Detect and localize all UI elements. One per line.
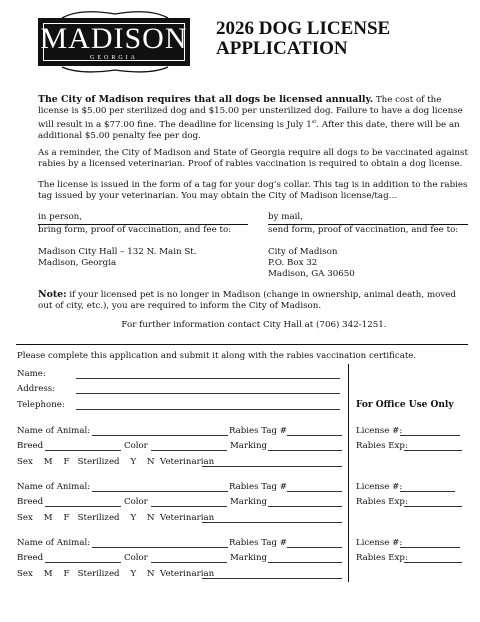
office-rabies-exp-label: Rabies Exp: [356,497,408,507]
veterinarian-field[interactable] [202,578,342,579]
intro-sup: st [311,119,317,125]
contact-line: For further information contact City Hall at (706) 342-1251. [121,320,387,330]
veterinarian-field[interactable] [202,522,342,523]
color-label: Color [124,497,148,507]
color-label: Color [124,441,148,451]
by-mail-sub: send form, proof of vaccination, and fee to: [268,225,459,235]
color-field[interactable] [151,562,227,563]
sex-sterilized-row: Sex M F Sterilized Y N Veterinarian [17,513,215,523]
office-license-label: License #: [356,426,403,436]
form-instruction: Please complete this application and submit it along with the rabies vaccination certificate. [17,351,417,361]
in-person-address-line: Madison City Hall – 132 N. Main St. [38,247,197,257]
logo-word: MADISON [40,22,188,55]
office-rabies-exp-field[interactable] [404,562,462,563]
marking-label: Marking [230,553,268,563]
note-paragraph [38,289,468,312]
rabies-tag-label: Rabies Tag # [229,538,287,548]
office-license-label: License #: [356,482,403,492]
marking-field[interactable] [268,562,342,563]
marking-label: Marking [230,497,268,507]
rabies-tag-field[interactable] [287,435,342,436]
rabies-tag-label: Rabies Tag # [229,482,287,492]
color-label: Color [124,553,148,563]
animal-name-field[interactable] [92,435,228,436]
logo-swirl-top-icon [60,8,170,20]
office-rabies-exp-field[interactable] [404,506,462,507]
by-mail-address-line: Madison, GA 30650 [268,269,355,279]
animal-name-label: Name of Animal: [17,538,91,548]
title-line-1: 2026 DOG LICENSE [216,18,391,39]
sex-sterilized-row: Sex M F Sterilized Y N Veterinarian [17,569,215,579]
telephone-label: Telephone: [17,400,65,410]
by-mail-address [268,247,355,280]
animal-name-field[interactable] [92,547,228,548]
reminder-paragraph: As a reminder, the City of Madison and State of Georgia require all dogs to be vaccinated against rabies by a licensed veterinarian. Proof of rabies vaccination is required to obtain a dog license. [38,148,468,169]
section-divider [16,344,468,345]
rabies-tag-label: Rabies Tag # [229,426,287,436]
title-line-2: APPLICATION [216,38,348,59]
veterinarian-field[interactable] [202,466,342,467]
name-field[interactable] [76,378,340,379]
intro-text-1: The cost of the license is $5.00 per sterilized dog and $15.00 per unsterilized dog. Failure to have a dog license will result in a $77.00 fine. The deadline for licensing is July 1 [38,95,463,130]
sex-sterilized-row: Sex M F Sterilized Y N Veterinarian [17,457,215,467]
office-license-label: License #: [356,538,403,548]
in-person-sub: bring form, proof of vaccination, and fee to: [38,225,232,235]
color-field[interactable] [151,506,227,507]
animal-name-field[interactable] [92,491,228,492]
breed-label: Breed [17,553,44,563]
intro-text-2: . After this date, there will be an additional $5.00 penalty fee per dog. [38,119,460,141]
rabies-tag-field[interactable] [287,547,342,548]
tag-info-paragraph: The license is issued in the form of a tag for your dog’s collar. This tag is in addition to the rabies tag issued by your veterinarian. You may obtain the City of Madison license/tag… [38,180,468,201]
note-text: if your licensed pet is no longer in Madison (change in ownership, animal death, moved out of city, etc.), you are required to inform the City of Madison. [38,290,456,311]
madison-logo [38,18,190,66]
animal-name-label: Name of Animal: [17,426,91,436]
address-field[interactable] [76,393,340,394]
office-use-heading: For Office Use Only [356,400,454,410]
logo-subtitle: GEORGIA [90,55,138,61]
breed-field[interactable] [45,450,121,451]
rabies-tag-field[interactable] [287,491,342,492]
breed-label: Breed [17,441,44,451]
in-person-address [38,247,197,269]
breed-label: Breed [17,497,44,507]
breed-field[interactable] [45,506,121,507]
marking-field[interactable] [268,506,342,507]
office-rabies-exp-label: Rabies Exp: [356,553,408,563]
animal-name-label: Name of Animal: [17,482,91,492]
office-divider [348,364,349,582]
by-mail-address-line: P.O. Box 32 [268,258,318,268]
breed-field[interactable] [45,562,121,563]
by-mail-heading: by mail, [268,212,303,222]
logo-swirl-bottom-icon [60,66,170,76]
note-label: Note: [38,289,67,300]
intro-bold: The City of Madison requires that all dogs be licensed annually. [38,94,374,105]
in-person-heading: in person, [38,212,83,222]
intro-paragraph [38,94,468,142]
color-field[interactable] [151,450,227,451]
marking-label: Marking [230,441,268,451]
address-label: Address: [17,384,56,394]
marking-field[interactable] [268,450,342,451]
name-label: Name: [17,369,46,379]
in-person-address-line: Madison, Georgia [38,258,117,268]
office-license-field[interactable] [400,491,455,492]
office-license-field[interactable] [400,435,460,436]
by-mail-address-line: City of Madison [268,247,338,257]
office-rabies-exp-field[interactable] [404,450,462,451]
office-rabies-exp-label: Rabies Exp: [356,441,408,451]
office-license-field[interactable] [400,547,460,548]
page-title [216,19,390,59]
telephone-field[interactable] [76,409,340,410]
